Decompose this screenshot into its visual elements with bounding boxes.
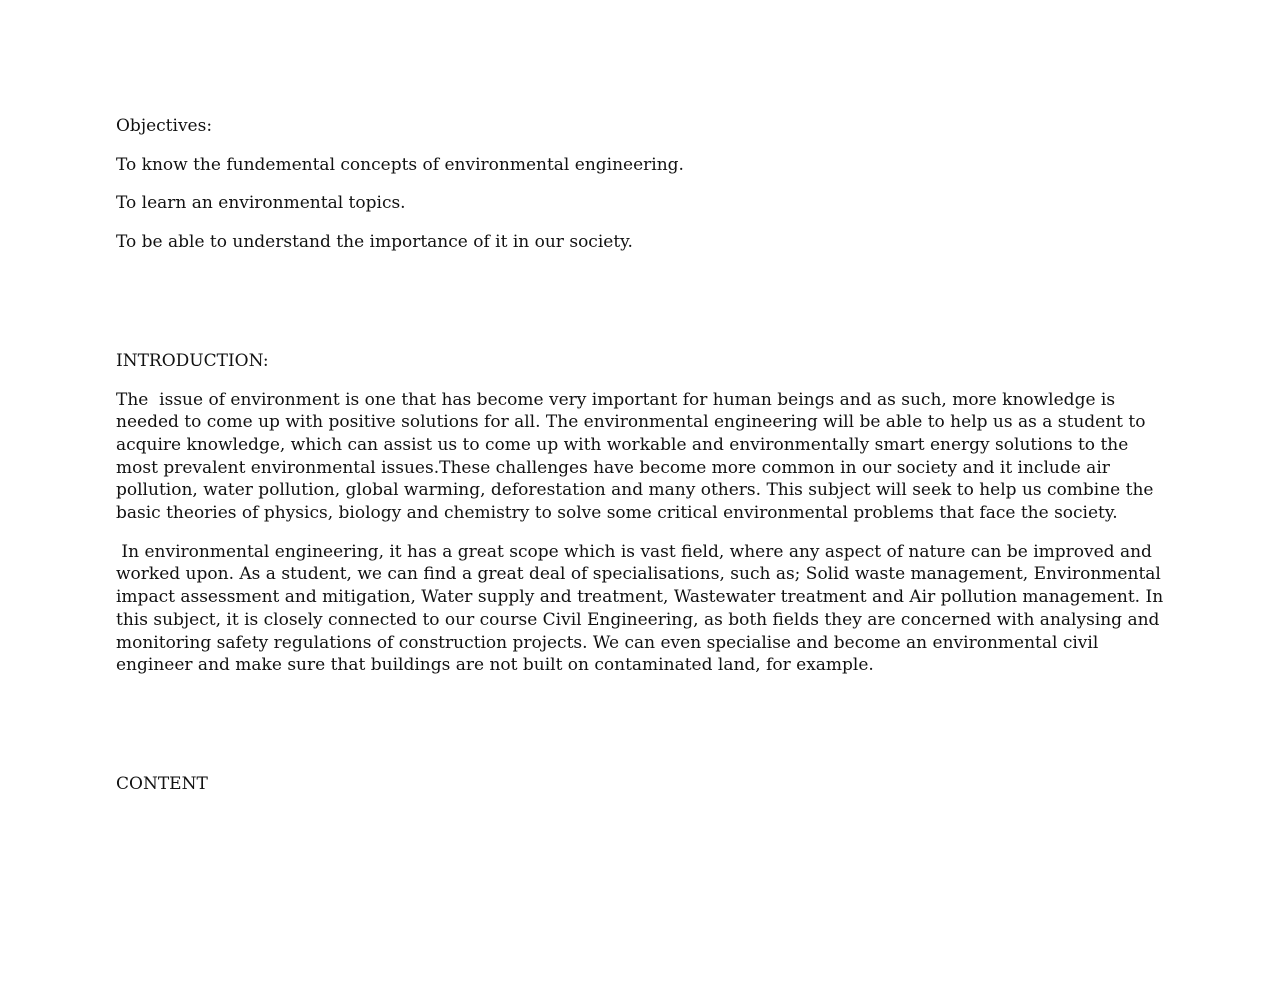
- spacer: [116, 693, 1166, 773]
- objectives-heading: Objectives:: [116, 116, 213, 136]
- objective-item-2: To learn an environmental topics.: [116, 193, 406, 214]
- objective-item-3: To be able to understand the importance of it in our society.: [116, 232, 633, 253]
- content-heading: CONTENT: [116, 773, 208, 794]
- introduction-paragraph-2: In environmental engineering, it has a great scope which is vast field, where any aspect of nature can be improved and worked upon. As a student, we can find a great deal of specialisations, such as; Solid waste management, Environmental impact assessment and mitigation, Water supply and treatment, Wastewater treatment and Air pollution management. In this subject, it is closely connected to our course Civil Engineering, as both fields they are concerned with analysing and monitoring safety regulations of construction projects. We can even specialise and become an environmental civil engineer and make sure that buildings are not built on contaminated land, for example.: [116, 541, 1169, 676]
- document-body: [116, 115, 1169, 812]
- introduction-paragraph-1: The issue of environment is one that has become very important for human beings and as such, more knowledge is needed to come up with positive solutions for all. The environmental engineering will be able to help us as a student to acquire knowledge, which can assist us to come up with workable and environmentally smart energy solutions to the most prevalent environmental issues.These challenges have become more common in our society and it include air pollution, water pollution, global warming, deforestation and many others. This subject will seek to help us combine the basic theories of physics, biology and chemistry to solve some critical environmental problems that face the society.: [116, 389, 1159, 524]
- objective-item-1: To know the fundemental concepts of environmental engineering.: [116, 154, 684, 175]
- introduction-heading: INTRODUCTION:: [116, 350, 269, 371]
- spacer: [116, 270, 1166, 350]
